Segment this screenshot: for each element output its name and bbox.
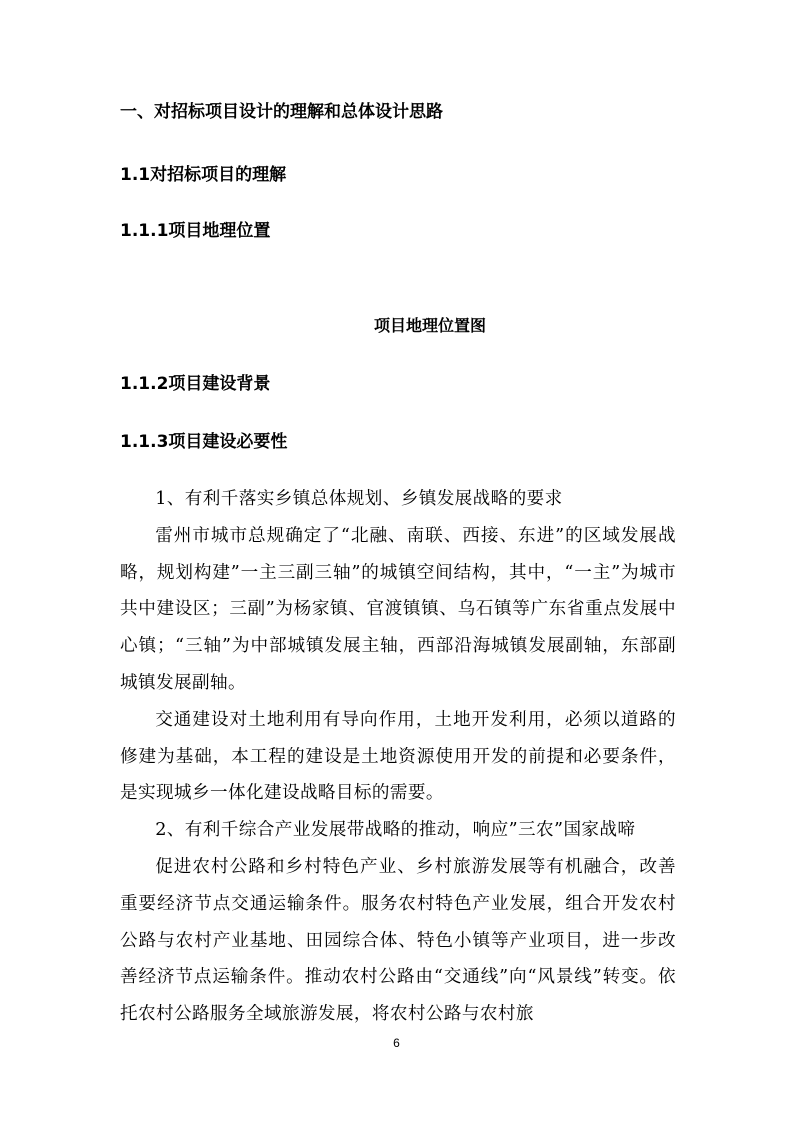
- paragraph-rural-roads: 促进农村公路和乡村特色产业、乡村旅游发展等有机融合，改善重要经济节点交通运输条件。服务农村特色产业发展，组合开发农村公路与农村产业基地、田园综合体、特色小镇等产业项目，进一步改善经济节点运输条件。推动农村公路由“交通线”向“风景线”转变。依托农村公路服务全域旅游发展，将农村公路与农村旅: [120, 856, 676, 1025]
- heading-1-1-1: 1.1.1项目地理位置: [120, 221, 271, 241]
- figure-caption: 项目地理位置图: [373, 316, 486, 335]
- heading-level-1: 一、对招标项目设计的理解和总体设计思路: [120, 102, 443, 122]
- paragraph-item-1: 1、有利千落实乡镇总体规划、乡镇发展战略的要求: [155, 489, 563, 509]
- paragraph-planning: 雷州市城市总规确定了“北融、南联、西接、东进”的区域发展战略，规划构建”一主三副三轴”的城镇空间结构，其中，“一主”为城市共中建设区；三副”为杨家镇、官渡镇镇、乌石镇等广东省重点发展中心镇；“三轴”为中部城镇发展主轴，西部沿海城镇发展副轴，东部副城镇发展副轴。: [120, 525, 676, 693]
- heading-1-1-2: 1.1.2项目建设背景: [120, 374, 271, 394]
- heading-1-1-3: 1.1.3项目建设必要性: [120, 432, 288, 452]
- body-text: [120, 481, 676, 1033]
- page-number: 6: [393, 1036, 400, 1050]
- paragraph-transport: 交通建设对土地利用有导向作用，土地开发利用，必须以道路的修建为基础，本工程的建设是土地资源使用开发的前提和必要条件，是实现城乡一体化建设战略目标的需要。: [120, 709, 676, 804]
- heading-1-1: 1.1对招标项目的理解: [120, 165, 287, 185]
- paragraph-item-2: 2、有利千综合产业发展带战略的推动，响应”三农”国家战啼: [155, 820, 636, 841]
